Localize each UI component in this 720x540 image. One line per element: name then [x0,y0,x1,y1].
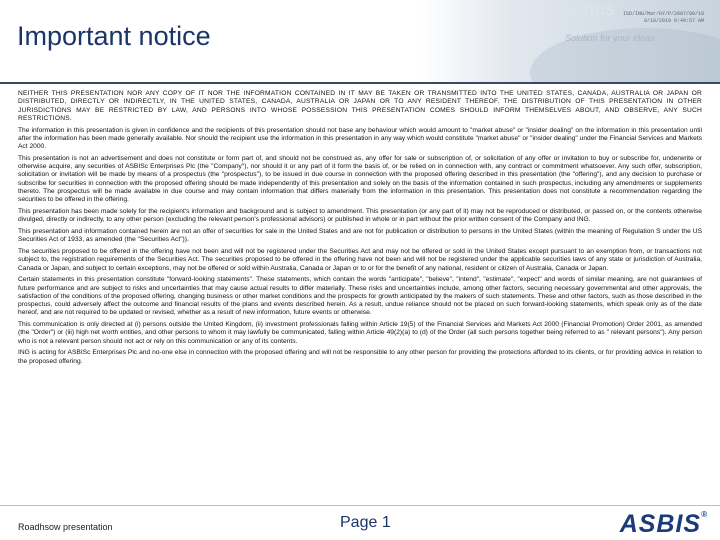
footer-divider [0,505,720,506]
slide-header [0,0,720,82]
notice-paragraph-forward-looking: Certain statements in this presentation constitute "forward-looking statements". These statements, which contain the words "anticipate", "believe", "intend", "estimate", "expect" and words of similar meaning, are not guarantees of future performance and are subject to risks and uncertainties that may cause actual results to differ materially. These risks and uncertainties include, among other factors, securing necessary governmental and other approvals, the satisfaction of the conditions of the proposed offering, changing business or other market conditions and the prospects for growth anticipated by the makers of such statements. These and other factors, such as those described in the prospectus, could adversely affect the outcome and financial results of the plans and events described herein. As a result, undue reliance should not be placed on such forward-looking statements, which speak only as of the date hereof, and are not required to be updated or revised, whether as a result of new information, future events or otherwise. [18,276,702,317]
doc-ref-line-1: ISD/ING/Mar/GY/P/2007/09/18 [622,11,704,17]
notice-paragraph-communication-directed: This communication is only directed at (i) persons outside the United Kingdom, (ii) investment professionals falling within Article 19(5) of the Financial Services and Markets Act 2000 (Financial Promotion) Order 2001, as amended (the "Order") or (iii) high net worth entities, and other persons to whom it may lawfully be communicated, falling within Article 49(2)(a) to (d) of the Order (all such persons together being referred to as " relevant persons"). Any person who is not a relevant person should not act or rely on this communication or any of its contents. [18,321,702,345]
notice-paragraph-ing-role: ING is acting for ASBISc Enterprises Plc and no-one else in connection with the proposed offering and will not be responsible to any other person for providing the protections afforded to its clients, or for providing advice in relation to the proposed offering. [18,349,702,365]
page-title: Important notice [17,21,211,51]
doc-ref-line-2: 9/18/2019 9:49:57 AM [643,18,704,24]
page-number: Page 1 [340,514,391,531]
header-tagline: Solution for your ideas [565,33,655,43]
notice-paragraph-us-offer: This presentation and information contained herein are not an offer of securities for sale in the United States and are not for publication or distribution to persons in the United States (within the meaning of Regulation S under the US Securities Act of 1933, as amended (the "Securities Act")). [18,228,702,244]
footer-presentation-name: Roadhsow presentation [18,522,113,532]
registered-mark: ® [701,510,708,519]
notice-paragraph-confidentiality: The information in this presentation is given in confidence and the recipients of this presentation should not base any behaviour which would amount to "market abuse" or "insider dealing" on the information in this presentation until after the information has been made generally available. Nor should the recipient use the information in this presentation in any way which would constitute "market abuse" or "insider dealing" under the Financial Services and Markets Act 2000. [18,126,702,151]
notice-paragraph-not-advertisement: This presentation is not an advertisement and does not constitute or form part of, and should not be construed as, any offer for sale or subscription of, or solicitation of any offer or invitation to buy or subscribe for, underwrite or otherwise acquire, any securities of ASBISc Enterprises Plc (the "Company"), nor should it or any part of it form the basis of, or be relied on in connection with, any contract or commitment whatsoever. Any such offer, subscription, solicitation or invitation will be made by means of a prospectus (the "prospectus"), to be issued in due course in connection with the proposed offering described in this presentation (the "offering"), and any decision to purchase or subscribe for securities in connection with the proposed offering should be made independently of this presentation and solely on the basis of the information contained in such prospectus, including any amendments or supplements thereto. The prospectus will be made available in due course and may contain information that differs materially from the information in this presentation. This presentation does not constitute a recommendation regarding the securities to be offered in the offering. [18,154,702,204]
notice-paragraph-distribution-restriction: NEITHER THIS PRESENTATION NOR ANY COPY OF IT NOR THE INFORMATION CONTAINED IN IT MAY BE TAKEN OR TRANSMITTED INTO THE UNITED STATES, CANADA, AUSTRALIA OR JAPAN OR DISTRIBUTED, DIRECTLY OR INDIRECTLY, IN THE UNITED STATES, CANADA, AUSTRALIA OR JAPAN OR TO ANY RESIDENT THEREOF. THE DISTRIBUTION OF THIS PRESENTATION IN OTHER JURISDICTIONS MAY BE RESTRICTED BY LAW, AND PERSONS INTO WHOSE POSSESSION THIS PRESENTATION COMES SHOULD INFORM THEMSELVES ABOUT, AND OBSERVE, ANY SUCH RESTRICTIONS. [18,90,702,122]
header-divider [0,82,720,84]
notice-paragraph-securities-registration: The securities proposed to be offered in the offering have not been and will not be registered under the Securities Act and may not be offered or sold in the United States except pursuant to an exemption from, or transactions not subject to, the registration requirements of the Securities Act. The securities proposed to be offered in the offering have not been and will not be registered under the applicable securities laws of any state or jurisdiction of Australia, Canada or Japan, and subject to certain exceptions, may not be offered or sold within Australia, Canada or Japan or to or for the benefit of any national, resident or citizen of Australia, Canada or Japan. [18,248,702,272]
header-watermark-logo: ASBIS [568,2,616,18]
company-logo-text: ASBIS [619,510,702,538]
company-logo [620,510,708,539]
notice-paragraph-recipient-information: This presentation has been made solely for the recipient's information and background and is subject to amendment. This presentation (or any part of it) may not be reproduced or distributed, or passed on, or the contents otherwise divulged, directly or indirectly, to any other person (excluding the relevant person's professional advisors) or published in whole or in part without the prior written consent of the Company and ING. [18,208,702,224]
notice-body [18,90,702,369]
document-reference [623,11,704,25]
